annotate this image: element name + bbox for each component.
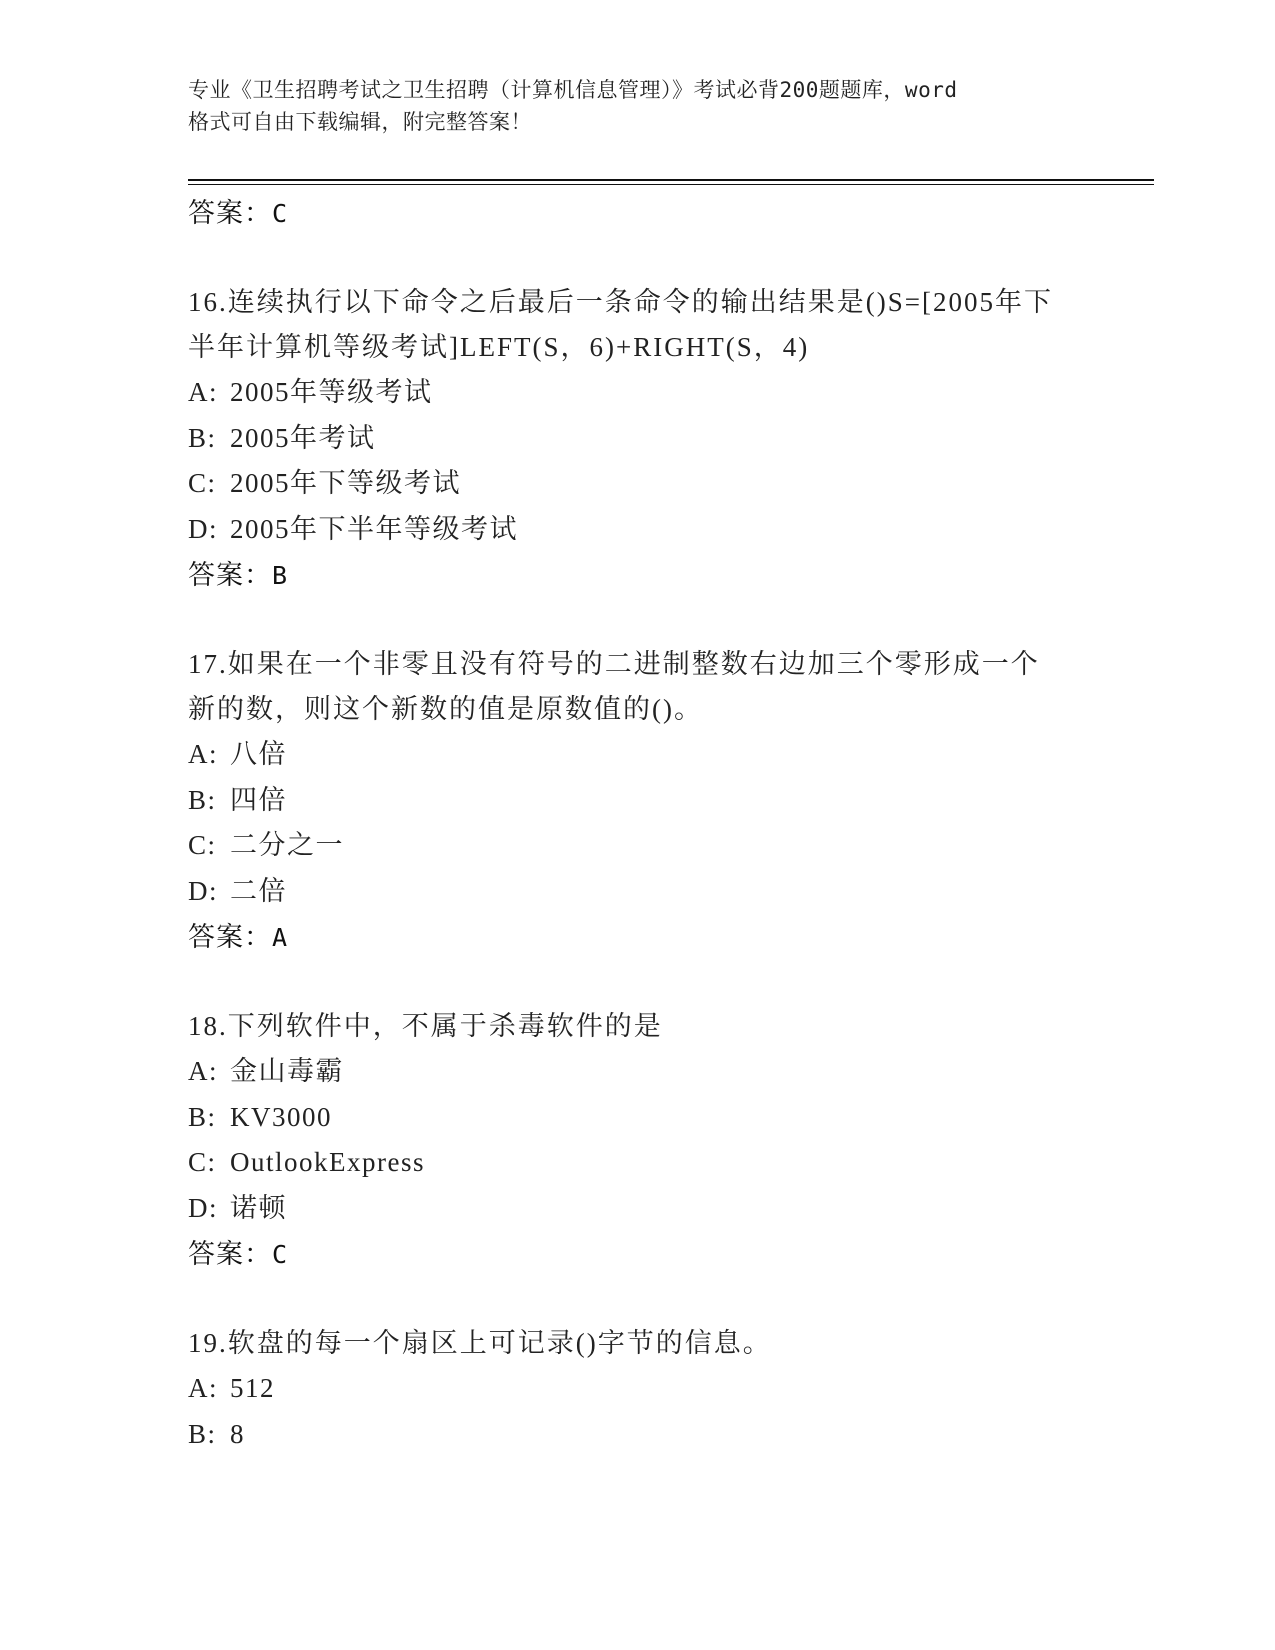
header-rule-thick [188, 179, 1154, 181]
question-stem: 18.下列软件中，不属于杀毒软件的是 [188, 1011, 663, 1041]
option-d [188, 1186, 1088, 1232]
option-c [188, 823, 1088, 869]
option-letter: B: [188, 1418, 217, 1449]
answer-label: 答案： [188, 560, 272, 590]
answer-value: A [272, 923, 289, 952]
answer-value: C [272, 199, 289, 228]
option-text: 二分之一 [230, 830, 344, 860]
answer-value: C [272, 1240, 289, 1269]
question-16 [188, 280, 1088, 598]
option-text: 2005年考试 [230, 422, 376, 453]
answer-line [188, 1231, 1088, 1277]
option-c [188, 1140, 1088, 1186]
option-a [188, 1049, 1088, 1095]
option-letter: D: [188, 513, 218, 544]
option-b [188, 1412, 1088, 1458]
option-text: 诺顿 [230, 1192, 287, 1223]
option-text: 金山毒霸 [230, 1056, 344, 1086]
option-letter: C: [188, 830, 217, 860]
option-text: 八倍 [230, 739, 287, 769]
option-text: 512 [230, 1373, 275, 1403]
answer-label: 答案： [188, 198, 272, 228]
option-b [188, 778, 1088, 824]
option-letter: B: [188, 784, 217, 815]
option-letter: A: [188, 377, 218, 407]
option-a [188, 1366, 1088, 1412]
option-b [188, 1095, 1088, 1141]
option-letter: A: [188, 739, 218, 769]
question-stem: 16.连续执行以下命令之后最后一条命令的输出结果是()S=[2005年下半年计算机等级考试]LEFT(S，6)+RIGHT(S，4) [188, 287, 1053, 362]
option-letter: A: [188, 1056, 218, 1086]
question-17 [188, 642, 1088, 960]
option-d [188, 869, 1088, 915]
question-stem: 19.软盘的每一个扇区上可记录()字节的信息。 [188, 1328, 772, 1358]
question-stem: 17.如果在一个非零且没有符号的二进制整数右边加三个零形成一个新的数，则这个新数的值是原数值的()。 [188, 649, 1040, 724]
header-rule-thin [188, 184, 1154, 185]
header-line-2: 格式可自由下载编辑，附完整答案！ [188, 110, 532, 134]
option-letter: C: [188, 468, 217, 498]
option-text: 2005年下半年等级考试 [230, 513, 518, 544]
question-list [188, 188, 1088, 1457]
option-c [188, 461, 1088, 507]
option-text: OutlookExpress [230, 1147, 425, 1177]
answer-value: B [272, 561, 289, 590]
option-a [188, 732, 1088, 778]
option-b [188, 416, 1088, 462]
option-letter: C: [188, 1147, 217, 1177]
option-d [188, 507, 1088, 553]
option-text: 8 [230, 1418, 245, 1449]
answer-line [188, 552, 1088, 598]
option-text: 二倍 [230, 875, 287, 906]
option-text: 2005年等级考试 [230, 377, 433, 407]
option-letter: D: [188, 875, 218, 906]
question-18 [188, 1004, 1088, 1277]
option-letter: B: [188, 1101, 217, 1132]
option-letter: B: [188, 422, 217, 453]
option-a [188, 370, 1088, 416]
question-19 [188, 1321, 1088, 1457]
answer-line [188, 190, 1088, 236]
answer-label: 答案： [188, 1239, 272, 1269]
option-text: 四倍 [230, 784, 287, 815]
option-letter: A: [188, 1373, 218, 1403]
answer-line [188, 914, 1088, 960]
option-text: 2005年下等级考试 [230, 468, 461, 498]
option-letter: D: [188, 1192, 218, 1223]
option-text: KV3000 [230, 1101, 332, 1132]
document-header [188, 74, 1108, 138]
answer-label: 答案： [188, 922, 272, 952]
header-line-1: 专业《卫生招聘考试之卫生招聘（计算机信息管理）》考试必背200题题库，word [188, 78, 958, 102]
